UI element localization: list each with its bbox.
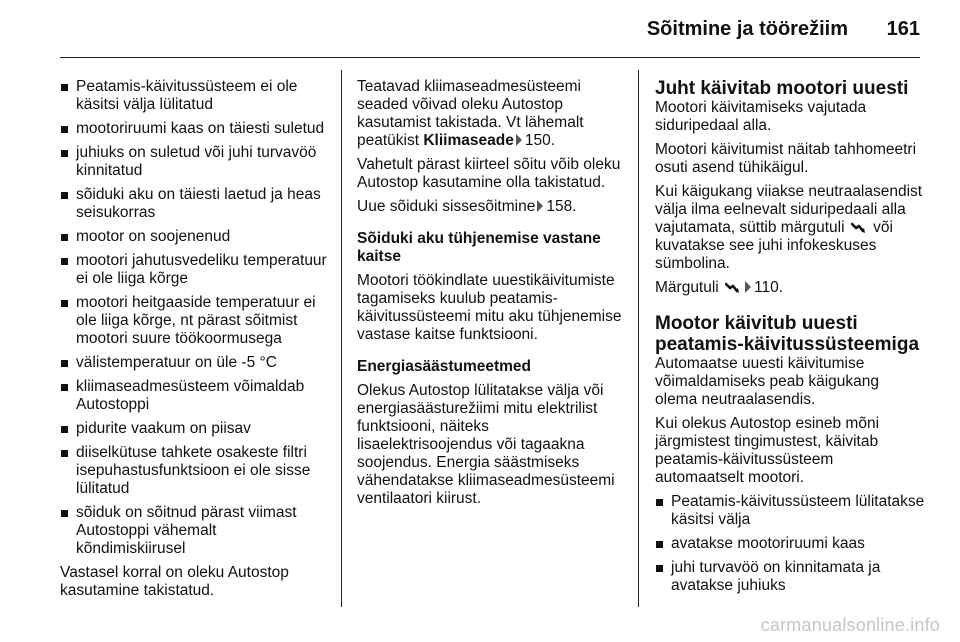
list-item: juhiuks on suletud või juhi turvavöö kinnitatud [60,144,328,180]
list-item: juhi turvavöö on kinnitamata ja avatakse juhiuks [655,559,925,595]
list-item: mootoriruumi kaas on täiesti suletud [60,120,328,138]
section-heading: Sõiduki aku tühjenemise vastane kaitse [357,230,601,265]
list-item: sõiduk on sõitnud pärast viimast Autostoppi vähemalt kõndimiskiirusel [60,504,328,558]
page-number: 161 [886,18,920,40]
list-item: mootori jahutusvedeliku temperatuur ei ole liiga kõrge [60,252,328,288]
header-divider [60,57,920,58]
section-heading: Juht käivitab mootori uuesti [655,78,909,99]
paragraph [655,183,925,273]
page-reference[interactable]: 110. [754,279,784,296]
page-header [0,0,960,58]
list-item: välistemperatuur on üle -5 °C [60,354,328,372]
paragraph: Kui olekus Autostop esineb mõni järgmistest tingimustest, käivitab peatamis-käivitussüsteem automaatselt mootori. [655,415,880,486]
paragraph: Vahetult pärast kiirteel sõitu võib oleku Autostop kasutamine olla takistatud. [357,156,621,191]
paragraph: Mootori töökindlate uuestikäivitumiste tagamiseks kuulub peatamis-käivitussüsteemi mitu aku tühjenemise vastase kaitse funktsiooni. [357,272,622,343]
paragraph-text: Teatavad kliimaseadmesüsteemi seaded võivad oleku Autostop kasutamist takistada. Vt lähemalt peatükist [357,78,584,149]
paragraph: Mootori käivitamiseks vajutada siduripedaal alla. [655,99,867,134]
page-ref-arrow-icon [745,281,751,293]
list-item: mootori heitgaaside temperatuur ei ole liiga kõrge, nt pärast sõitmist mootori suure töökoormusega [60,294,328,348]
page-reference[interactable]: 158. [546,198,577,215]
list-item: Peatamis-käivitussüsteem lülitatakse käsitsi välja [655,493,925,529]
paragraph [357,78,627,150]
column-left [60,78,328,606]
closing-paragraph: Vastasel korral on oleku Autostop kasutamine takistatud. [60,564,289,599]
list-item: pidurite vaakum on piisav [60,420,328,438]
paragraph: Automaatse uuesti käivitumise võimaldamiseks peab käigukang olema neutraalasendis. [655,355,880,408]
cross-reference-link[interactable]: Kliimaseade [423,132,514,149]
paragraph [655,279,925,297]
page-title: Sõitmine ja töörežiim [646,18,848,40]
restart-conditions-list [655,493,925,595]
paragraph: Olekus Autostop lülitatakse välja või energiasäästurežiimi mitu elektrilist funktsiooni, näiteks lisaelektrisoojendus või tagaakna soojendus. Energia säästmiseks vähendatakse kliimaseadmesüsteemi ventilaatori kiirust. [357,382,615,507]
paragraph-text: Uue sõiduki sissesõitmine [357,198,536,215]
list-item: avatakse mootoriruumi kaas [655,535,925,553]
page-ref-arrow-icon [516,134,522,146]
paragraph-text: Kui käigukang viiakse neutraalasendist välja ilma eelnevalt siduripedaali alla vajutamata, süttib märgutuli [655,183,923,236]
list-item: kliimaseadmesüsteem võimaldab Autostoppi [60,378,328,414]
column-divider [341,70,342,607]
list-item: sõiduki aku on täiesti laetud ja heas seisukorras [60,186,328,222]
column-right [655,78,925,601]
list-item: Peatamis-käivitussüsteem ei ole käsitsi välja lülitatud [60,78,328,114]
column-divider [638,70,639,607]
watermark: carmanualsonline.info [760,615,940,635]
conditions-list [60,78,328,558]
section-heading: Mootor käivitub uuesti peatamis-käivitussüsteemiga [655,313,920,355]
paragraph-text: või kuvatakse see juhi infokeskuses sümbolina. [655,219,893,272]
list-item: diiselkütuse tahkete osakeste filtri isepuhastusfunktsioon ei ole sisse lülitatud [60,444,328,498]
autostop-indicator-icon [725,281,741,295]
page-ref-arrow-icon [537,200,543,212]
column-middle [357,78,627,514]
paragraph [357,198,627,216]
paragraph: Mootori käivitumist näitab tahhomeetri osuti asend tühikäigul. [655,141,917,176]
page-reference[interactable]: 150. [524,132,555,149]
autostop-indicator-icon [851,221,867,235]
section-heading: Energiasäästumeetmed [357,358,532,375]
list-item: mootor on soojenenud [60,228,328,246]
paragraph-text: Märgutuli [655,279,719,296]
